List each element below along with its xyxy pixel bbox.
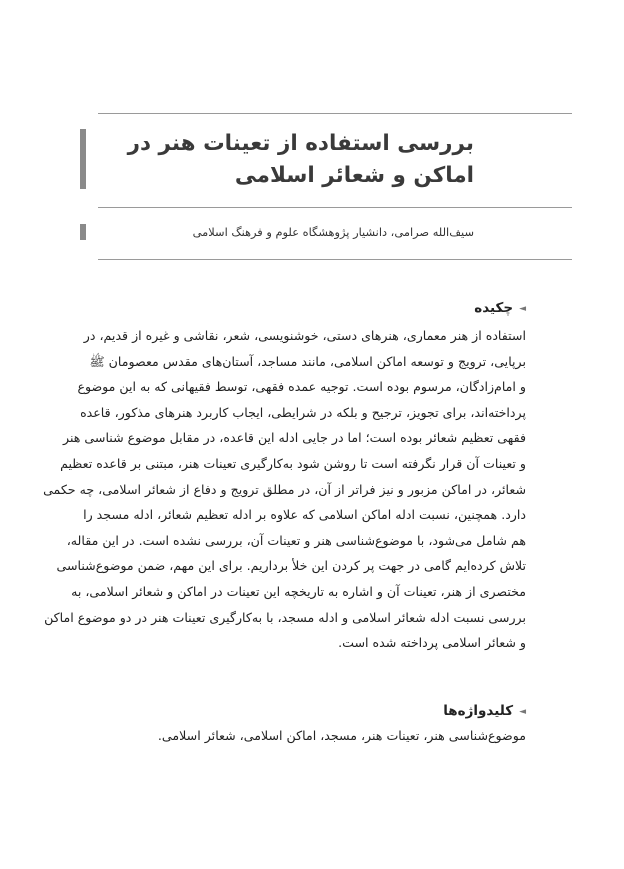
abstract-line: هم شامل می‌شود، با موضوع‌شناسی هنر و تعینات آن، بررسی نشده است. در این مقاله، (66, 532, 526, 548)
keywords-heading (443, 701, 526, 722)
title-line-2: اماکن و شعائر اسلامی (234, 163, 474, 188)
abstract-heading-label: چکیده (474, 300, 514, 316)
abstract-line: و تعینات آن قرار نگرفته است تا روشن شود به‌کارگیری تعینات هنر، مبتنی بر قاعده تعظیم (60, 455, 526, 471)
middle-divider (98, 207, 572, 208)
abstract-line: و شعائر اسلامی پرداخته شده است. (338, 635, 526, 651)
abstract-line: تلاش کرده‌ایم گامی در جهت پر کردن این خلأ برداریم. برای این مهم، ضمن موضوع‌شناسی (56, 558, 526, 574)
abstract-line: بررسی نسبت ادله شعائر اسلامی و ادله مسجد، با به‌کارگیری تعینات هنر در دو موضوع اماکن (44, 609, 526, 625)
article-title (74, 128, 474, 192)
abstract-line: فقهی تعظیم شعائر بوده است؛ اما در جایی ادله این قاعده، در مقابل موضوع شناسی هنر (63, 430, 526, 446)
abstract-line: شعائر، در اماکن مزبور و نیز فراتر از آن، در مطلق ترویج و دفاع از شعائر اسلامی، چه حکمی (43, 481, 526, 497)
abstract-line: و امام‌زادگان، مرسوم بوده است. توجیه عمده فقهی، توسط فقیهانی که به این موضوع (77, 379, 526, 395)
bottom-divider (98, 259, 572, 260)
abstract-heading (474, 298, 526, 319)
abstract-line: استفاده از هنر معماری، هنرهای دستی، خوشنویسی، شعر، نقاشی و غیره از قدیم، در (83, 328, 526, 343)
author-affiliation: سیف‌الله صرامی، دانشیار پژوهشگاه علوم و فرهنگ اسلامی (192, 225, 474, 239)
abstract-body (43, 323, 526, 656)
triangle-marker-icon: ◄ (519, 707, 526, 717)
top-divider (98, 113, 572, 114)
abstract-line: پرداخته‌اند، برای تجویز، ترجیح و بلکه در شرایطی، ایجاب کاربرد هنرهای مذکور، قاعده (80, 404, 526, 420)
keywords-heading-label: کلیدواژه‌ها (443, 703, 514, 719)
abstract-line: مختصری از هنر، تعینات آن و اشاره به تاریخچه این تعینات در اماکن و شعائر اسلامی، به (71, 583, 526, 599)
triangle-marker-icon: ◄ (519, 304, 526, 314)
title-line-1: بررسی استفاده از تعینات هنر در (127, 131, 474, 156)
keywords-list: موضوع‌شناسی هنر، تعینات هنر، مسجد، اماکن اسلامی، شعائر اسلامی. (157, 728, 526, 743)
abstract-line: دارد. همچنین، نسبت ادله اماکن اسلامی که علاوه بر ادله تعظیم شعائر، ادله مسجد را (83, 507, 526, 523)
abstract-line: برپایی، ترویج و توسعه اماکن اسلامی، مانند مساجد، آستان‌های مقدس معصومان ﷺ (89, 353, 526, 369)
